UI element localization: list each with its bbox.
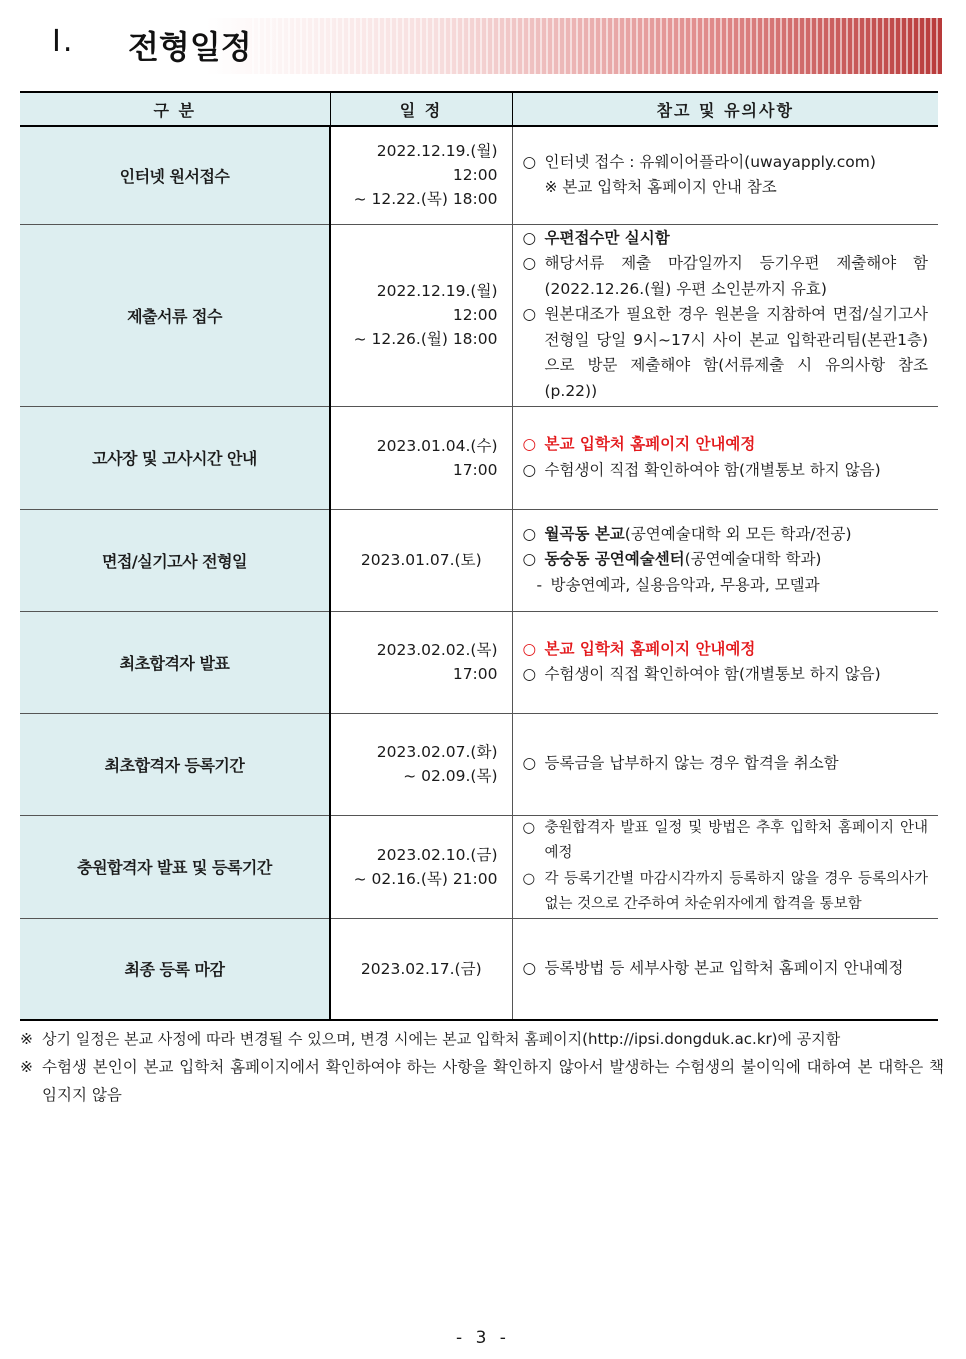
row-date bbox=[330, 406, 512, 509]
section-number: Ⅰ. bbox=[52, 24, 75, 59]
section-banner bbox=[22, 18, 942, 74]
row-category: 고사장 및 고사시간 안내 bbox=[20, 406, 330, 509]
date-line: 2023.02.17.(금) bbox=[360, 959, 482, 978]
date-line: 2023.02.02.(목) 17:00 bbox=[376, 641, 498, 683]
row-category: 최종 등록 마감 bbox=[20, 918, 330, 1020]
page-number: - 3 - bbox=[456, 1328, 510, 1348]
table-row bbox=[20, 815, 938, 918]
date-line: ~ 12.26.(월) 18:00 bbox=[353, 330, 498, 348]
header-category: 구 분 bbox=[20, 92, 330, 126]
note-item: - 방송연예과, 실용음악과, 무용과, 모델과 bbox=[536, 575, 820, 594]
row-notes bbox=[512, 918, 938, 1020]
footnote-item: ※ 수험생 본인이 본교 입학처 홈페이지에서 확인하여야 하는 사항을 확인하지 않아서 발생하는 수험생의 불이익에 대하여 본 대학은 책임지지 않음 bbox=[20, 1058, 944, 1104]
note-item: ○ 인터넷 접수 : 유웨이어플라이(uwayapply.com) bbox=[522, 152, 876, 171]
row-category: 최초합격자 발표 bbox=[20, 611, 330, 713]
note-item: ○ 해당서류 제출 마감일까지 등기우편 제출해야 함 (2022.12.26.(월) 우편 소인분까지 유효) bbox=[522, 254, 928, 298]
header-schedule: 일 정 bbox=[330, 92, 512, 126]
row-notes bbox=[512, 815, 938, 918]
row-category: 제출서류 접수 bbox=[20, 224, 330, 406]
section-title: 전형일정 bbox=[128, 28, 252, 66]
note-item: ○ 수험생이 직접 확인하여야 함(개별통보 하지 않음) bbox=[522, 460, 881, 479]
table-row bbox=[20, 611, 938, 713]
row-date bbox=[330, 509, 512, 611]
row-notes bbox=[512, 713, 938, 815]
row-notes bbox=[512, 509, 938, 611]
note-item: ○ 본교 입학처 홈페이지 안내예정 bbox=[522, 639, 756, 658]
date-line: 2022.12.19.(월) 12:00 bbox=[376, 282, 498, 324]
row-notes bbox=[512, 224, 938, 406]
row-category: 충원합격자 발표 및 등록기간 bbox=[20, 815, 330, 918]
row-date bbox=[330, 126, 512, 224]
note-item: ○ 충원합격자 발표 일정 및 방법은 추후 입학처 홈페이지 안내 예정 bbox=[522, 819, 928, 861]
row-date bbox=[330, 815, 512, 918]
row-date bbox=[330, 224, 512, 406]
note-item: ○ 동숭동 공연예술센터(공연예술대학 학과) bbox=[522, 550, 822, 569]
note-item: ○ 원본대조가 필요한 경우 원본을 지참하여 면접/실기고사 전형일 당일 9시~17시 사이 본교 입학관리팀(본관1층)으로 방문 제출해야 함(서류제출 시 유의사항 참조 (p.22)) bbox=[522, 305, 928, 400]
table-row bbox=[20, 224, 938, 406]
date-line: 2023.02.07.(화) bbox=[376, 743, 498, 761]
note-item: ※ 본교 입학처 홈페이지 안내 참조 bbox=[544, 178, 777, 197]
note-item: ○ 각 등록기간별 마감시각까지 등록하지 않을 경우 등록의사가 없는 것으로 간주하여 차순위자에게 합격을 통보함 bbox=[522, 870, 928, 912]
table-row bbox=[20, 918, 938, 1020]
table-row bbox=[20, 509, 938, 611]
note-item: ○ 본교 입학처 홈페이지 안내예정 bbox=[522, 435, 756, 453]
table-row bbox=[20, 126, 938, 224]
header-notes: 참고 및 유의사항 bbox=[512, 92, 938, 126]
date-line: ~ 02.16.(목) 21:00 bbox=[353, 869, 498, 888]
banner-stripes bbox=[252, 18, 942, 74]
table-row bbox=[20, 713, 938, 815]
note-item: ○ 등록방법 등 세부사항 본교 입학처 홈페이지 안내예정 bbox=[522, 959, 904, 977]
row-category: 최초합격자 등록기간 bbox=[20, 713, 330, 815]
row-category: 면접/실기고사 전형일 bbox=[20, 509, 330, 611]
schedule-table bbox=[20, 91, 938, 1021]
table-row bbox=[20, 406, 938, 509]
note-item: ○ 수험생이 직접 확인하여야 함(개별통보 하지 않음) bbox=[522, 665, 881, 683]
note-item: ○ 등록금을 납부하지 않는 경우 합격을 취소함 bbox=[522, 754, 839, 773]
date-line: 2023.01.07.(토) bbox=[360, 551, 482, 569]
note-item: ○ 월곡동 본교(공연예술대학 외 모든 학과/전공) bbox=[522, 524, 852, 543]
row-category: 인터넷 원서접수 bbox=[20, 126, 330, 224]
row-notes bbox=[512, 126, 938, 224]
row-date bbox=[330, 713, 512, 815]
date-line: ~ 12.22.(목) 18:00 bbox=[353, 190, 498, 209]
note-item: ○ 우편접수만 실시함 bbox=[522, 228, 670, 247]
date-line: ~ 02.09.(목) bbox=[403, 767, 498, 785]
row-date bbox=[330, 611, 512, 713]
date-line: 2022.12.19.(월) 12:00 bbox=[376, 142, 498, 185]
row-date bbox=[330, 918, 512, 1020]
row-notes bbox=[512, 611, 938, 713]
date-line: 2023.02.10.(금) bbox=[376, 845, 498, 864]
row-notes bbox=[512, 406, 938, 509]
footnote-item: ※ 상기 일정은 본교 사정에 따라 변경될 수 있으며, 변경 시에는 본교 입학처 홈페이지(http://ipsi.dongduk.ac.kr)에 공지함 bbox=[20, 1030, 841, 1048]
date-line: 2023.01.04.(수) 17:00 bbox=[376, 436, 498, 479]
table-header-row bbox=[20, 92, 938, 126]
footnotes bbox=[20, 1025, 944, 1109]
